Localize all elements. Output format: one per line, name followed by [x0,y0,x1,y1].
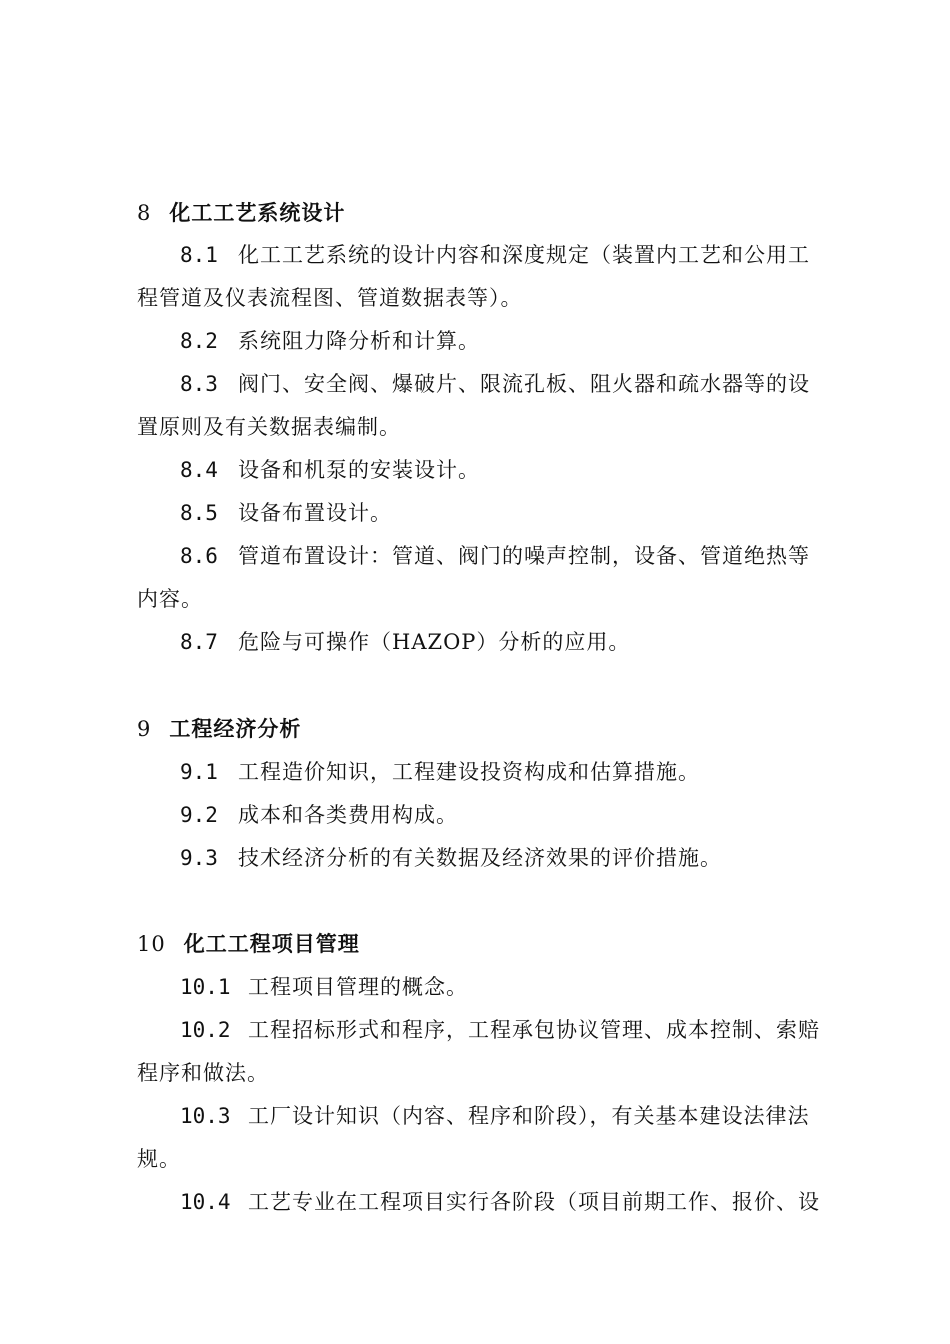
list-item [180,843,837,873]
item-number: 9.3 [180,846,218,870]
item-number: 10.1 [180,975,231,999]
list-item [180,240,837,270]
item-number: 10.2 [180,1018,231,1042]
section-heading [137,929,837,959]
list-item [180,627,837,657]
item-text: 设备和机泵的安装设计。 [238,458,480,482]
item-number: 8.7 [180,630,218,654]
list-item [180,1101,837,1131]
list-item [180,1187,837,1217]
section-heading [137,714,837,744]
item-number: 9.2 [180,803,218,827]
item-text: 系统阻力降分析和计算。 [238,329,480,353]
item-text-continuation: 规。 [137,1147,181,1171]
list-item [180,326,837,356]
section-number: 10 [137,932,166,956]
section-number: 8 [137,201,152,225]
list-item [180,757,837,787]
item-text: 工程造价知识，工程建设投资构成和估算措施。 [238,760,700,784]
item-number: 8.1 [180,243,218,267]
item-number: 8.2 [180,329,218,353]
item-number: 8.3 [180,372,218,396]
item-number: 10.4 [180,1190,231,1214]
item-text-continuation: 内容。 [137,587,203,611]
list-item [180,800,837,830]
section-title: 化工工艺系统设计 [169,201,346,225]
list-item [180,369,837,399]
item-text: 工程项目管理的概念。 [248,975,468,999]
item-text: 工厂设计知识（内容、程序和阶段），有关基本建设法律法 [248,1104,810,1128]
item-number: 9.1 [180,760,218,784]
item-text: 化工工艺系统的设计内容和深度规定（装置内工艺和公用工 [238,243,810,267]
item-number: 10.3 [180,1104,231,1128]
item-text: 管道布置设计：管道、阀门的噪声控制，设备、管道绝热等 [238,544,810,568]
item-number: 8.4 [180,458,218,482]
item-text: 工程招标形式和程序，工程承包协议管理、成本控制、索赔 [248,1018,820,1042]
list-item [180,972,837,1002]
list-item [180,498,837,528]
item-text: 成本和各类费用构成。 [238,803,458,827]
item-text-continuation: 置原则及有关数据表编制。 [137,415,401,439]
item-number: 8.6 [180,544,218,568]
section-title: 化工工程项目管理 [183,932,360,956]
item-text: 危险与可操作（HAZOP）分析的应用。 [238,630,631,654]
section-number: 9 [137,717,152,741]
item-text: 阀门、安全阀、爆破片、限流孔板、阻火器和疏水器等的设 [238,372,810,396]
item-number: 8.5 [180,501,218,525]
item-text: 设备布置设计。 [238,501,392,525]
list-item [180,1015,837,1045]
item-text: 技术经济分析的有关数据及经济效果的评价措施。 [238,846,722,870]
list-item [180,455,837,485]
section-heading [137,198,837,228]
item-text-continuation: 程序和做法。 [137,1061,269,1085]
item-text: 工艺专业在工程项目实行各阶段（项目前期工作、报价、设 [248,1190,820,1214]
item-text-continuation: 程管道及仪表流程图、管道数据表等）。 [137,286,523,310]
section-title: 工程经济分析 [169,717,302,741]
list-item [180,541,837,571]
